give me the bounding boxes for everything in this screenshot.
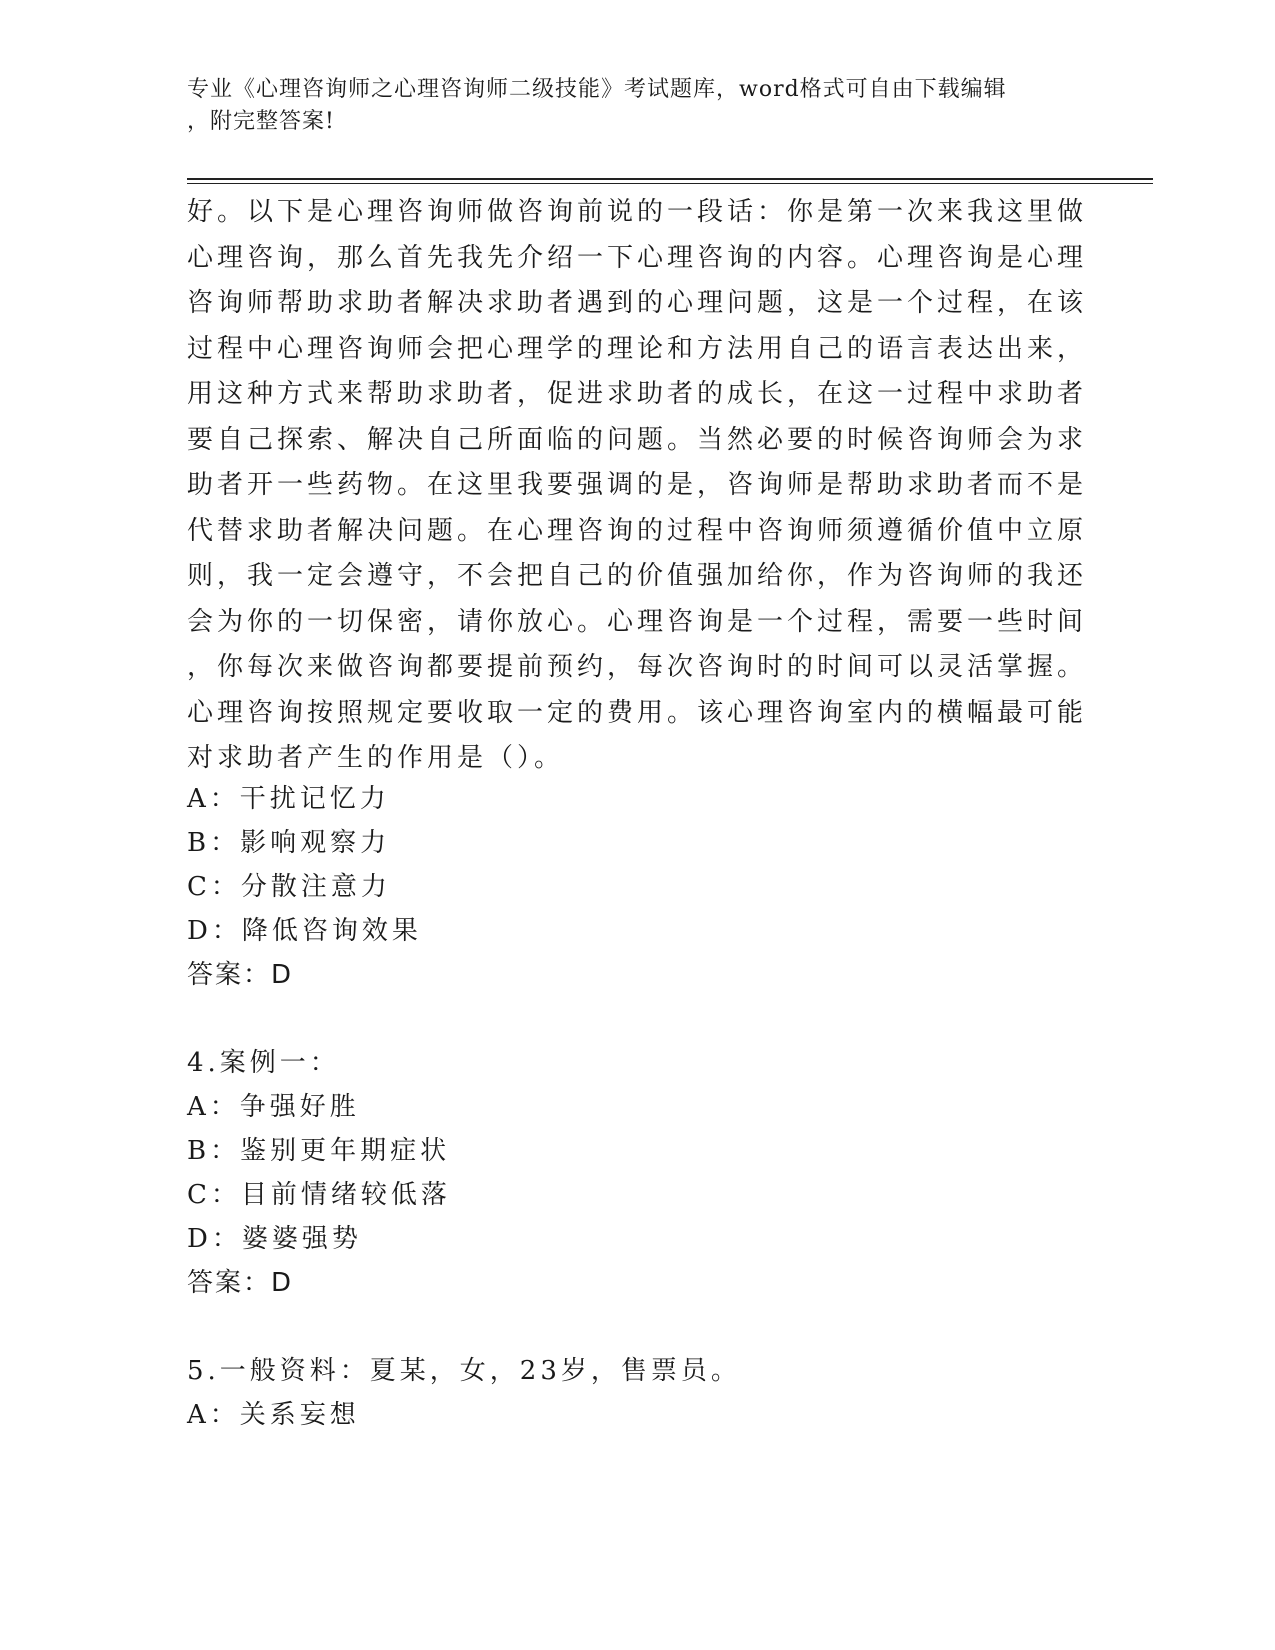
passage-line: 好。以下是心理咨询师做咨询前说的一段话：你是第一次来我这里做 [187,197,1088,227]
q4-answer: 答案：D [187,1268,294,1298]
passage-line: 对求助者产生的作用是（）。 [187,743,565,773]
passage-line: 用这种方式来帮助求助者，促进求助者的成长，在这一过程中求助者 [187,379,1088,409]
q3-option-c: C：分散注意力 [187,872,391,902]
passage-line: 心理咨询，那么首先我先介绍一下心理咨询的内容。心理咨询是心理 [187,242,1088,273]
document-header [187,74,1067,138]
q4-title: 4.案例一： [187,1048,340,1078]
q4-option-c: C：目前情绪较低落 [187,1180,451,1210]
passage-line: 代替求助者解决问题。在心理咨询的过程中咨询师须遵循价值中立原 [187,515,1088,546]
header-divider-thin [187,183,1153,184]
q5-title: 5.一般资料：夏某，女，23岁，售票员。 [187,1356,741,1386]
q3-answer: 答案：D [187,960,294,990]
q3-option-b: B：影响观察力 [187,828,391,858]
passage-line: 过程中心理咨询师会把心理学的理论和方法用自己的语言表达出来， [187,333,1088,364]
q5-option-a: A：关系妄想 [187,1400,360,1430]
header-line-2: ，附完整答案! [187,109,335,134]
header-line-1: 专业《心理咨询师之心理咨询师二级技能》考试题库，word格式可自由下载编辑 [187,77,1007,102]
q4-option-d: D：婆婆强势 [187,1224,362,1254]
header-divider-thick [187,178,1153,180]
question-3-passage [187,190,1088,782]
passage-line: 咨询师帮助求助者解决求助者遇到的心理问题，这是一个过程，在该 [187,288,1088,318]
passage-line: 会为你的一切保密，请你放心。心理咨询是一个过程，需要一些时间 [187,606,1088,637]
passage-line: 要自己探索、解决自己所面临的问题。当然必要的时候咨询师会为求 [187,424,1088,455]
q4-option-b: B：鉴别更年期症状 [187,1136,451,1166]
passage-line: 心理咨询按照规定要收取一定的费用。该心理咨询室内的横幅最可能 [187,697,1088,728]
q3-option-d: D：降低咨询效果 [187,916,422,946]
q4-option-a: A：争强好胜 [187,1092,360,1122]
q3-option-a: A：干扰记忆力 [187,784,390,814]
passage-line: ，你每次来做咨询都要提前预约，每次咨询时的时间可以灵活掌握。 [187,652,1088,682]
passage-line: 助者开一些药物。在这里我要强调的是，咨询师是帮助求助者而不是 [187,470,1088,500]
passage-line: 则，我一定会遵守，不会把自己的价值强加给你，作为咨询师的我还 [187,561,1088,591]
